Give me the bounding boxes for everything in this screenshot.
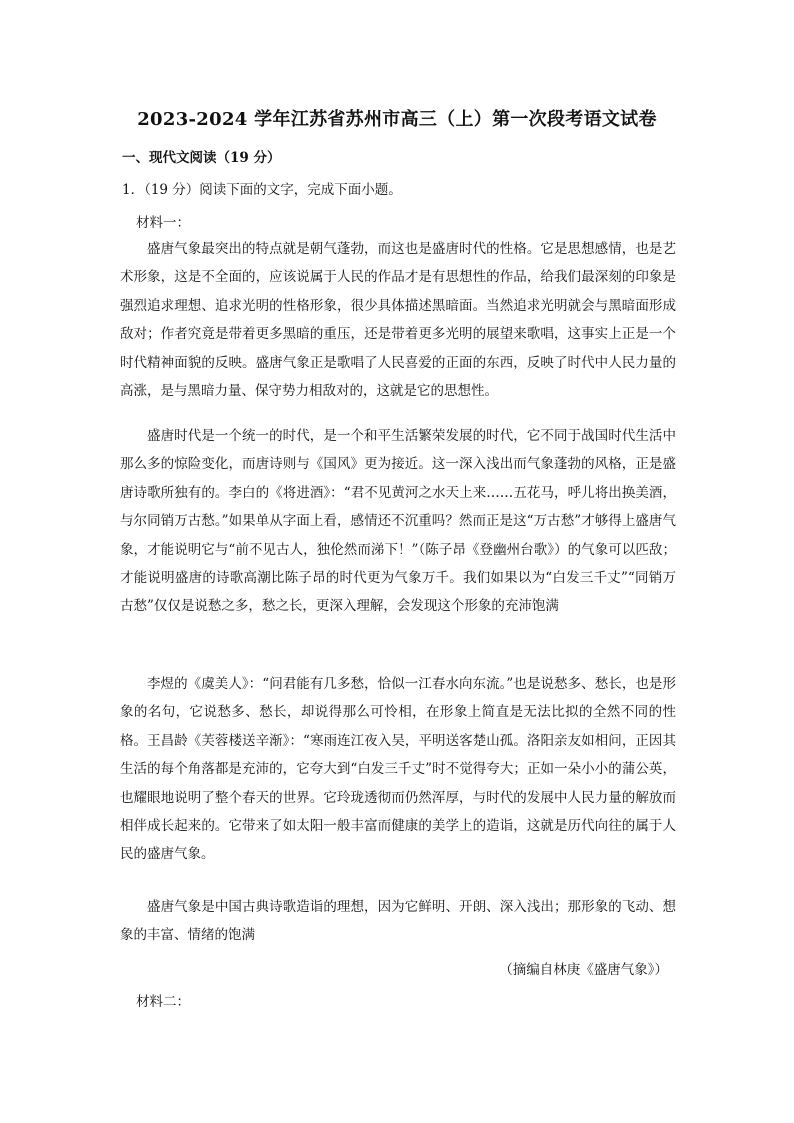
source-citation: （摘编自林庚《盛唐气象》）	[499, 962, 668, 978]
paragraph-4: 盛唐气象是中国古典诗歌造诣的理想，因为它鲜明、开朗、深入浅出；那形象的飞动、想象的丰富、情绪的饱满	[120, 899, 676, 944]
paragraph-1: 盛唐气象最突出的特点就是朝气蓬勃，而这也是盛唐时代的性格。它是思想感情，也是艺术形象，这是不全面的，应该说属于人民的作品才是有思想性的作品，给我们最深刻的印象是强烈追求理想、追求光明的性格形象，很少具体描述黑暗面。当然追求光明就会与黑暗面形成敌对；作者究竟是带着更多黑暗的重压，还是带着更多光明的展望来歌唱，这事实上正是一个时代精神面貌的反映。盛唐气象正是歌唱了人民喜爱的正面的东西，反映了时代中人民力量的高涨，是与黑暗力量、保守势力相敌对的，这就是它的思想性。	[120, 241, 676, 400]
material-one-label: 材料一：	[136, 215, 190, 231]
paragraph-3: 李煜的《虞美人》：“问君能有几多愁，恰似一江春水向东流。”也是说愁多、愁长，也是形象的名句，它说愁多、愁长，却说得那么可怜相，在形象上简直是无法比拟的全然不同的性格。王昌龄《芙蓉楼送辛渐》：“寒雨连江夜入吴，平明送客楚山孤。洛阳亲友如相问，正因其生活的每个角落都是充沛的，它夸大到“白发三千丈”时不觉得夸大；正如一朵小小的蒲公英，也耀眼地说明了整个春天的世界。它玲珑透彻而仍然浑厚，与时代的发展中人民力量的解放而相伴成长起来的。它带来了如太阳一般丰富而健康的美学上的造诣，这就是历代向往的属于人民的盛唐气象。	[120, 676, 676, 863]
exam-title: 2023-2024 学年江苏省苏州市高三（上）第一次段考语文试卷	[137, 109, 657, 130]
paragraph-2: 盛唐时代是一个统一的时代，是一个和平生活繁荣发展的时代，它不同于战国时代生活中那么多的惊险变化，而唐诗则与《国风》更为接近。这一深入浅出而气象蓬勃的风格，正是盛唐诗歌所独有的。李白的《将进酒》：“君不见黄河之水天上来……五花马，呼儿将出换美酒，与尔同销万古愁。”如果单从字面上看，感情还不沉重吗？然而正是这“万古愁”才够得上盛唐气象，才能说明它与“前不见古人，独伦然而涕下！”（陈子昂《登幽州台歌》）的气象可以匹敌；才能说明盛唐的诗歌高潮比陈子昂的时代更为气象万千。我们如果以为“白发三千丈”“同销万古愁”仅仅是说愁之多，愁之长，更深入理解，会发现这个形象的充沛饱满	[120, 428, 676, 615]
material-two-label: 材料二：	[136, 994, 190, 1010]
section-heading: 一、现代文阅读（19 分）	[122, 150, 281, 166]
question-1-instruction: 1．（19 分）阅读下面的文字，完成下面小题。	[122, 182, 402, 198]
